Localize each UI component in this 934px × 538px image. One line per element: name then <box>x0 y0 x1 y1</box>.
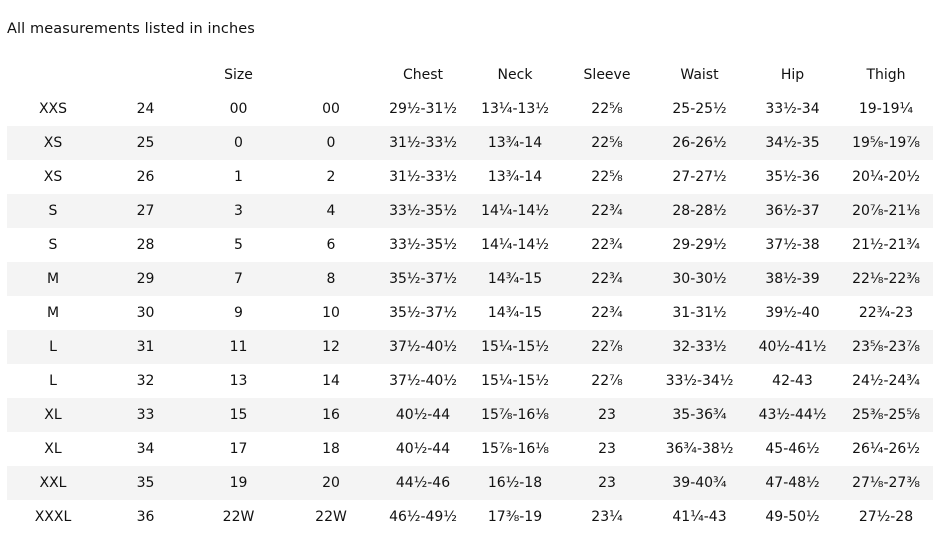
cell-sleeve: 23 <box>561 466 653 500</box>
header-cell <box>99 58 192 92</box>
cell-hip: 39½-40 <box>765 305 820 321</box>
cell-chest: 35½-37½ <box>377 262 469 296</box>
cell-thigh: 22⅛-22⅜ <box>839 262 933 296</box>
header-hip: Hip <box>780 67 805 83</box>
cell-size-label: M <box>7 262 99 296</box>
cell-waist: 41¼-43 <box>672 509 727 525</box>
cell-sleeve: 22¾ <box>561 262 653 296</box>
cell-sleeve: 22⅞ <box>591 373 623 389</box>
cell-size-number: 36 <box>136 509 155 525</box>
cell-hip: 47-48½ <box>746 466 839 500</box>
table-row <box>7 466 933 500</box>
cell-size-number: 27 <box>99 194 192 228</box>
header-cell <box>285 58 377 92</box>
table-row <box>7 398 933 432</box>
cell-chest: 37½-40½ <box>389 373 457 389</box>
cell-size-us-b: 16 <box>285 398 377 432</box>
cell-sleeve: 22⅞ <box>561 330 653 364</box>
cell-thigh: 20⅞-21⅛ <box>839 194 933 228</box>
cell-neck: 13¾-14 <box>469 126 561 160</box>
cell-thigh: 19-19¼ <box>858 101 914 117</box>
table-row <box>7 262 933 296</box>
header-chest: Chest <box>402 67 444 83</box>
cell-size-number: 25 <box>99 126 192 160</box>
cell-size-number: 24 <box>136 101 155 117</box>
cell-hip: 38½-39 <box>746 262 839 296</box>
cell-thigh: 25⅜-25⅝ <box>839 398 933 432</box>
header-neck: Neck <box>497 67 533 83</box>
cell-size-us-b: 20 <box>285 466 377 500</box>
cell-hip: 35½-36 <box>765 169 820 185</box>
cell-size-us-a: 3 <box>192 194 285 228</box>
cell-hip: 49-50½ <box>765 509 820 525</box>
cell-size-label: XXS <box>38 101 68 117</box>
cell-hip: 33½-34 <box>765 101 820 117</box>
cell-sleeve: 22¾ <box>561 194 653 228</box>
cell-thigh: 22¾-23 <box>858 305 914 321</box>
cell-size-number: 30 <box>136 305 155 321</box>
cell-neck: 15⅞-16⅛ <box>481 441 549 457</box>
cell-size-number: 33 <box>99 398 192 432</box>
table-row <box>7 228 933 262</box>
cell-size-us-b: 0 <box>285 126 377 160</box>
cell-hip: 37½-38 <box>765 237 820 253</box>
header-thigh: Thigh <box>866 67 906 83</box>
cell-size-label: XL <box>7 398 99 432</box>
cell-hip: 45-46½ <box>765 441 820 457</box>
cell-waist: 33½-34½ <box>665 373 734 389</box>
cell-sleeve: 22⅝ <box>591 101 623 117</box>
cell-size-us-b: 12 <box>285 330 377 364</box>
cell-neck: 14¼-14½ <box>469 194 561 228</box>
cell-size-us-a: 1 <box>234 169 243 185</box>
header-row <box>7 58 933 92</box>
cell-size-us-b: 14 <box>322 373 340 389</box>
header-cell <box>7 58 99 92</box>
table-row <box>7 92 933 126</box>
cell-thigh: 26¼-26½ <box>852 441 920 457</box>
cell-size-us-b: 6 <box>326 237 336 253</box>
cell-size-us-a: 15 <box>192 398 285 432</box>
cell-size-us-a: 5 <box>234 237 243 253</box>
cell-thigh: 19⅝-19⅞ <box>839 126 933 160</box>
cell-waist: 28-28½ <box>653 194 746 228</box>
cell-thigh: 24½-24¾ <box>852 373 920 389</box>
cell-size-us-b: 4 <box>285 194 377 228</box>
cell-size-number: 26 <box>136 169 155 185</box>
header-size: Size <box>224 67 253 83</box>
cell-size-us-a: 00 <box>229 101 248 117</box>
cell-hip: 43½-44½ <box>746 398 839 432</box>
cell-neck: 13¾-14 <box>487 169 543 185</box>
cell-chest: 46½-49½ <box>389 509 457 525</box>
cell-sleeve: 22⅝ <box>561 126 653 160</box>
cell-size-number: 35 <box>99 466 192 500</box>
cell-size-us-b: 18 <box>322 441 340 457</box>
cell-size-label: XXL <box>7 466 99 500</box>
cell-neck: 14¾-15 <box>487 305 543 321</box>
cell-size-label: S <box>48 237 58 253</box>
cell-size-us-b: 2 <box>326 169 336 185</box>
cell-neck: 15¼-15½ <box>481 373 549 389</box>
cell-hip: 40½-41½ <box>746 330 839 364</box>
cell-size-label: XL <box>44 441 62 457</box>
cell-size-number: 28 <box>136 237 155 253</box>
cell-sleeve: 23 <box>561 398 653 432</box>
cell-size-us-a: 7 <box>192 262 285 296</box>
table-row <box>7 364 933 398</box>
table-row <box>7 500 933 534</box>
header-sleeve: Sleeve <box>583 67 631 83</box>
cell-size-label: XXXL <box>34 509 72 525</box>
cell-size-us-a: 9 <box>234 305 243 321</box>
cell-waist: 29-29½ <box>672 237 727 253</box>
cell-size-label: S <box>7 194 99 228</box>
cell-size-us-a: 13 <box>229 373 248 389</box>
cell-waist: 32-33½ <box>653 330 746 364</box>
cell-chest: 29½-31½ <box>389 101 457 117</box>
cell-size-number: 32 <box>136 373 155 389</box>
cell-neck: 17⅜-19 <box>487 509 543 525</box>
cell-sleeve: 22¾ <box>591 305 623 321</box>
table-row <box>7 296 933 330</box>
cell-size-us-a: 11 <box>192 330 285 364</box>
table-body <box>7 92 933 534</box>
cell-waist: 39-40¾ <box>653 466 746 500</box>
cell-sleeve: 23¼ <box>591 509 623 525</box>
cell-chest: 31½-33½ <box>389 169 457 185</box>
measurement-note: All measurements listed in inches <box>7 21 255 37</box>
cell-neck: 15¼-15½ <box>469 330 561 364</box>
cell-thigh: 23⅝-23⅞ <box>839 330 933 364</box>
cell-size-us-a: 0 <box>192 126 285 160</box>
cell-size-number: 29 <box>99 262 192 296</box>
cell-waist: 30-30½ <box>653 262 746 296</box>
cell-size-number: 34 <box>136 441 155 457</box>
cell-size-us-b: 8 <box>285 262 377 296</box>
cell-chest: 40½-44 <box>377 398 469 432</box>
header-waist: Waist <box>680 67 719 83</box>
cell-sleeve: 22⅝ <box>591 169 623 185</box>
cell-chest: 44½-46 <box>377 466 469 500</box>
cell-chest: 37½-40½ <box>377 330 469 364</box>
cell-waist: 26-26½ <box>653 126 746 160</box>
cell-size-label: XS <box>43 169 63 185</box>
cell-thigh: 27½-28 <box>858 509 914 525</box>
cell-chest: 31½-33½ <box>377 126 469 160</box>
cell-size-label: XS <box>7 126 99 160</box>
cell-size-us-b: 10 <box>322 305 340 321</box>
table-row <box>7 194 933 228</box>
cell-size-us-a: 22W <box>222 509 255 525</box>
cell-neck: 14¾-15 <box>469 262 561 296</box>
cell-hip: 34½-35 <box>746 126 839 160</box>
cell-neck: 13¼-13½ <box>481 101 549 117</box>
cell-hip: 42-43 <box>772 373 813 389</box>
cell-chest: 33½-35½ <box>389 237 457 253</box>
cell-thigh: 20¼-20½ <box>852 169 920 185</box>
table-row <box>7 160 933 194</box>
cell-sleeve: 22¾ <box>591 237 623 253</box>
cell-thigh: 21½-21¾ <box>852 237 920 253</box>
cell-size-number: 31 <box>99 330 192 364</box>
cell-neck: 16½-18 <box>469 466 561 500</box>
cell-sleeve: 23 <box>598 441 616 457</box>
cell-chest: 35½-37½ <box>389 305 457 321</box>
cell-size-us-a: 19 <box>192 466 285 500</box>
table-row <box>7 432 933 466</box>
table-row <box>7 126 933 160</box>
cell-size-label: L <box>7 330 99 364</box>
cell-size-us-b: 00 <box>322 101 340 117</box>
cell-waist: 35-36¾ <box>653 398 746 432</box>
cell-chest: 40½-44 <box>395 441 451 457</box>
cell-neck: 14¼-14½ <box>481 237 549 253</box>
cell-chest: 33½-35½ <box>377 194 469 228</box>
cell-hip: 36½-37 <box>746 194 839 228</box>
cell-size-us-a: 17 <box>229 441 248 457</box>
cell-waist: 36¾-38½ <box>665 441 734 457</box>
cell-waist: 25-25½ <box>672 101 727 117</box>
cell-size-label: L <box>49 373 57 389</box>
cell-waist: 31-31½ <box>672 305 727 321</box>
cell-size-us-b: 22W <box>315 509 347 525</box>
cell-size-label: M <box>46 305 60 321</box>
cell-neck: 15⅞-16⅛ <box>469 398 561 432</box>
cell-waist: 27-27½ <box>672 169 727 185</box>
size-chart-table <box>7 58 933 534</box>
table-row <box>7 330 933 364</box>
cell-thigh: 27⅛-27⅜ <box>839 466 933 500</box>
